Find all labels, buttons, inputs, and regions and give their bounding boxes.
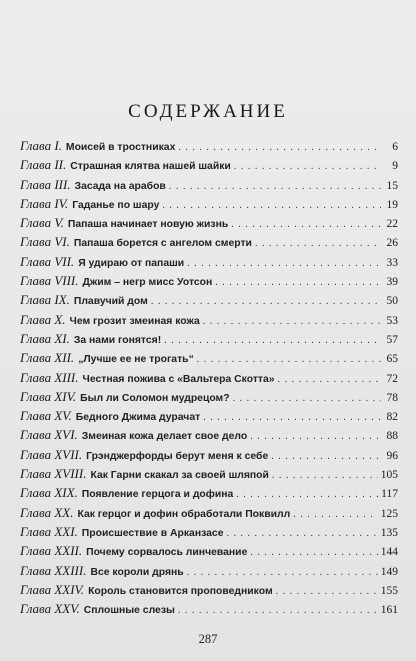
page-ref: 19 (386, 198, 398, 211)
toc-entry (20, 157, 398, 176)
chapter-number: Глава VIII. (20, 273, 79, 289)
chapter-title: Чем грозит змеиная кожа (69, 315, 200, 327)
chapter-number: Глава XIV. (20, 388, 77, 404)
page-title: СОДЕРЖАНИЕ (128, 101, 288, 122)
page-ref: 78 (386, 391, 398, 404)
leader-dots (178, 142, 381, 153)
chapter-title: Появление герцога и дофина (81, 489, 234, 501)
page-ref: 105 (380, 469, 398, 482)
toc-entry (20, 601, 398, 620)
chapter-title: Засада на арабов (74, 180, 166, 192)
toc-entry (20, 138, 398, 157)
leader-dots (276, 586, 378, 597)
chapter-title: „Лучше ее не трогать“ (78, 354, 194, 366)
toc-entry (20, 312, 398, 331)
chapter-number: Глава XXIV. (20, 581, 85, 597)
page-ref: 22 (386, 218, 398, 231)
page-ref: 149 (380, 565, 398, 578)
chapter-title: Я удираю от папаши (78, 257, 185, 269)
page-ref: 65 (386, 353, 398, 366)
toc-entry (20, 427, 398, 446)
page-number: 287 (198, 632, 218, 646)
chapter-title: Моисей в тростниках (65, 142, 176, 153)
toc-entry (20, 543, 398, 562)
leader-dots (187, 258, 381, 269)
chapter-title: Змеиная кожа делает свое дело (81, 431, 248, 443)
page-ref: 117 (381, 488, 398, 501)
leader-dots (250, 431, 381, 442)
toc-entry (20, 447, 398, 466)
chapter-number: Глава XV. (20, 408, 72, 424)
leader-dots (151, 296, 381, 307)
toc-entry (20, 408, 398, 427)
chapter-title: Король становится проповедником (88, 585, 273, 597)
leader-dots (272, 470, 378, 481)
leader-dots (164, 335, 381, 346)
page-ref: 50 (386, 295, 398, 308)
toc-entry (20, 196, 398, 215)
toc-entry (20, 273, 398, 292)
chapter-title: Почему сорвалось линчевание (86, 547, 248, 559)
chapter-number: Глава XIII. (20, 369, 79, 385)
toc-entry (20, 350, 398, 369)
leader-dots (250, 547, 377, 558)
toc-entry (20, 582, 398, 601)
chapter-title: Происшествие в Арканзасе (81, 527, 224, 539)
chapter-number: Глава XVII. (20, 446, 83, 462)
chapter-number: Глава III. (20, 176, 71, 192)
leader-dots (169, 181, 381, 192)
chapter-number: Глава XII. (20, 350, 75, 366)
table-of-contents (20, 138, 398, 620)
page-ref: 88 (386, 430, 398, 443)
chapter-title: Папаша борется с ангелом смерти (73, 238, 252, 250)
leader-dots (234, 161, 381, 172)
chapter-number: Глава II. (20, 157, 67, 173)
chapter-title: Сплошные слезы (83, 605, 175, 617)
leader-dots (197, 354, 381, 365)
chapter-number: Глава XVI. (20, 427, 78, 443)
chapter-number: Глава XXII. (20, 543, 83, 559)
leader-dots (293, 509, 378, 520)
leader-dots (178, 605, 378, 616)
chapter-title: Страшная клятва нашей шайки (70, 161, 231, 173)
chapter-number: Глава XVIII. (20, 466, 87, 482)
leader-dots (236, 489, 378, 500)
leader-dots (231, 219, 381, 230)
page-ref: 72 (386, 372, 398, 385)
toc-entry (20, 254, 398, 273)
leader-dots (162, 200, 381, 211)
leader-dots (255, 238, 381, 249)
chapter-number: Глава IX. (20, 292, 70, 308)
leader-dots (187, 567, 378, 578)
page-ref: 161 (380, 604, 398, 617)
chapter-number: Глава XXIII. (20, 562, 87, 578)
chapter-number: Глава IV. (20, 195, 69, 211)
leader-dots (203, 412, 381, 423)
page-ref: 9 (392, 160, 398, 173)
page-ref: 6 (392, 141, 398, 153)
page-ref: 125 (380, 507, 398, 520)
page-ref: 39 (386, 276, 398, 289)
chapter-title: За нами гонятся! (73, 334, 162, 346)
chapter-number: Глава XXI. (20, 523, 78, 539)
toc-entry (20, 485, 398, 504)
chapter-title: Бедного Джима дурачат (75, 412, 201, 424)
page-ref: 15 (386, 179, 398, 192)
toc-entry (20, 505, 398, 524)
leader-dots (271, 451, 381, 462)
page-ref: 26 (386, 237, 398, 250)
toc-entry (20, 177, 398, 196)
page-ref: 96 (386, 449, 398, 462)
chapter-title: Все короли дрянь (90, 566, 184, 578)
page-ref: 53 (386, 314, 398, 327)
page-ref: 144 (380, 546, 398, 559)
chapter-number: Глава XX. (20, 504, 74, 520)
chapter-title: Был ли Соломон мудрецом? (80, 392, 230, 404)
page-ref: 57 (386, 333, 398, 346)
toc-entry (20, 524, 398, 543)
toc-entry (20, 331, 398, 350)
chapter-title: Грэнджерфорды берут меня к себе (86, 450, 269, 462)
chapter-title: Папаша начинает новую жизнь (67, 219, 229, 231)
toc-entry (20, 292, 398, 311)
leader-dots (203, 316, 381, 327)
page-ref: 135 (380, 526, 398, 539)
toc-entry (20, 563, 398, 582)
chapter-title: Как герцог и дофин обработали Поквилл (77, 508, 291, 520)
chapter-number: Глава V. (20, 215, 64, 231)
chapter-number: Глава XXV. (20, 601, 80, 617)
chapter-number: Глава X. (20, 311, 66, 327)
leader-dots (226, 528, 377, 539)
chapter-number: Глава XI. (20, 330, 70, 346)
chapter-title: Джим – негр мисс Уотсон (82, 277, 213, 289)
chapter-title: Гаданье по шару (72, 199, 160, 211)
page-ref: 155 (380, 584, 398, 597)
toc-entry (20, 370, 398, 389)
chapter-number: Глава I. (20, 138, 62, 153)
chapter-number: Глава VI. (20, 234, 70, 250)
leader-dots (278, 374, 381, 385)
page-ref: 82 (386, 411, 398, 424)
toc-entry (20, 215, 398, 234)
page-ref: 33 (386, 256, 398, 269)
leader-dots (233, 393, 381, 404)
leader-dots (215, 277, 381, 288)
chapter-title: Честная пожива с «Вальтера Скотта» (82, 373, 275, 385)
toc-entry (20, 389, 398, 408)
chapter-title: Как Гарни скакал за своей шляпой (90, 470, 269, 482)
toc-entry (20, 466, 398, 485)
chapter-title: Плавучий дом (73, 296, 148, 308)
chapter-number: Глава XIX. (20, 485, 78, 501)
toc-entry (20, 234, 398, 253)
chapter-number: Глава VII. (20, 253, 75, 269)
